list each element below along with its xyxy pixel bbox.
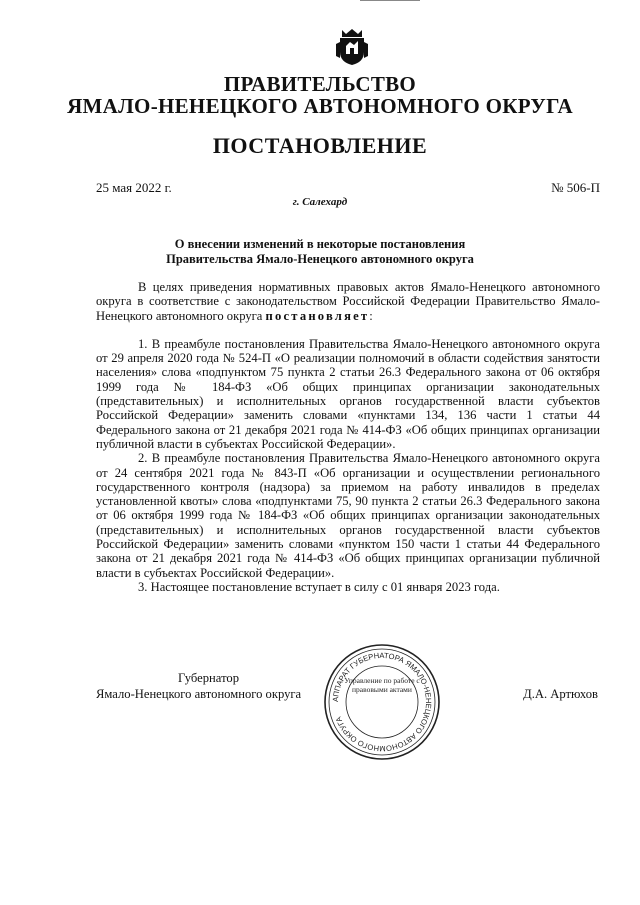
intro-text: В целях приведения нормативных правовых актов Ямало-Ненецкого автономного округа в соответствие с законодательством Российской Федерации Правительство Ямало-Ненецкого автономного округа [96,280,600,323]
document-type: ПОСТАНОВЛЕНИЕ [212,133,428,158]
document-subject [0,237,640,267]
government-title: ПРАВИТЕЛЬСТВО [223,72,417,96]
paragraph-2: 2. В преамбуле постановления Правительства Ямало-Ненецкого автономного округа от 24 сентября 2021 года № 843-П «Об организации и осуществлении регионального государственного контроля (надзора) за приемом на работу инвалидов в пределах установленной квоты» слова «подпунктами 75, 90 пункта 2 статьи 26.3 Федерального закона от 06 октября 1999 года № 184-ФЗ «Об общих принципах организации законодательных (представительных) и исполнительных органов государственной власти субъектов Российской Федерации» заменить словами «пунктом 150 части 1 статьи 44 Федерального закона от 21 декабря 2021 года № 414-ФЗ «Об общих принципах организации публичной власти в субъектах Российской Федерации». [96,451,600,580]
intro-keyword: постановляет [265,308,370,323]
paragraph-3: 3. Настоящее постановление вступает в силу с 01 января 2023 года. [138,579,500,594]
coat-of-arms-icon [334,28,370,66]
intro-end: : [369,308,373,323]
document-number: № 506-П [551,180,600,195]
intro-paragraph [96,280,600,323]
document-city: г. Салехард [292,196,348,208]
stamp-center-text: Управление по работе с правовыми актами [344,676,420,694]
top-rule [360,0,420,1]
document-date: 25 мая 2022 г. [96,180,172,195]
official-stamp [322,642,442,762]
paragraph-1: 1. В преамбуле постановления Правительства Ямало-Ненецкого автономного округа от 29 апреля 2020 года № 524-П «О реализации полномочий в области содействия занятости населения» слова «подпунктом 75 пункта 2 статьи 26.3 Федерального закона от 06 октября 1999 года № 184-ФЗ «Об общих принципах организации законодательных (представительных) и исполнительных органов государственной власти субъектов Российской Федерации» заменить словами «пунктами 134, 136 части 1 статьи 44 Федерального закона от 21 декабря 2021 года № 414-ФЗ «Об общих принципах организации публичной власти в субъектах Российской Федерации». [96,336,600,451]
subject-line-2: Правительства Ямало-Ненецкого автономного округа [166,252,474,266]
signatory-title: Губернатор [178,671,239,685]
stamp-ring-text: АППАРАТ ГУБЕРНАТОРА ЯМАЛО-НЕНЕЦКОГО АВТОНОМНОГО ОКРУГА [330,650,434,754]
region-title: ЯМАЛО-НЕНЕЦКОГО АВТОНОМНОГО ОКРУГА [67,94,573,118]
signatory-org: Ямало-Ненецкого автономного округа [96,687,302,701]
document-body [96,280,600,594]
subject-line-1: О внесении изменений в некоторые постановления [174,237,466,251]
signatory-name: Д.А. Артюхов [523,687,598,701]
